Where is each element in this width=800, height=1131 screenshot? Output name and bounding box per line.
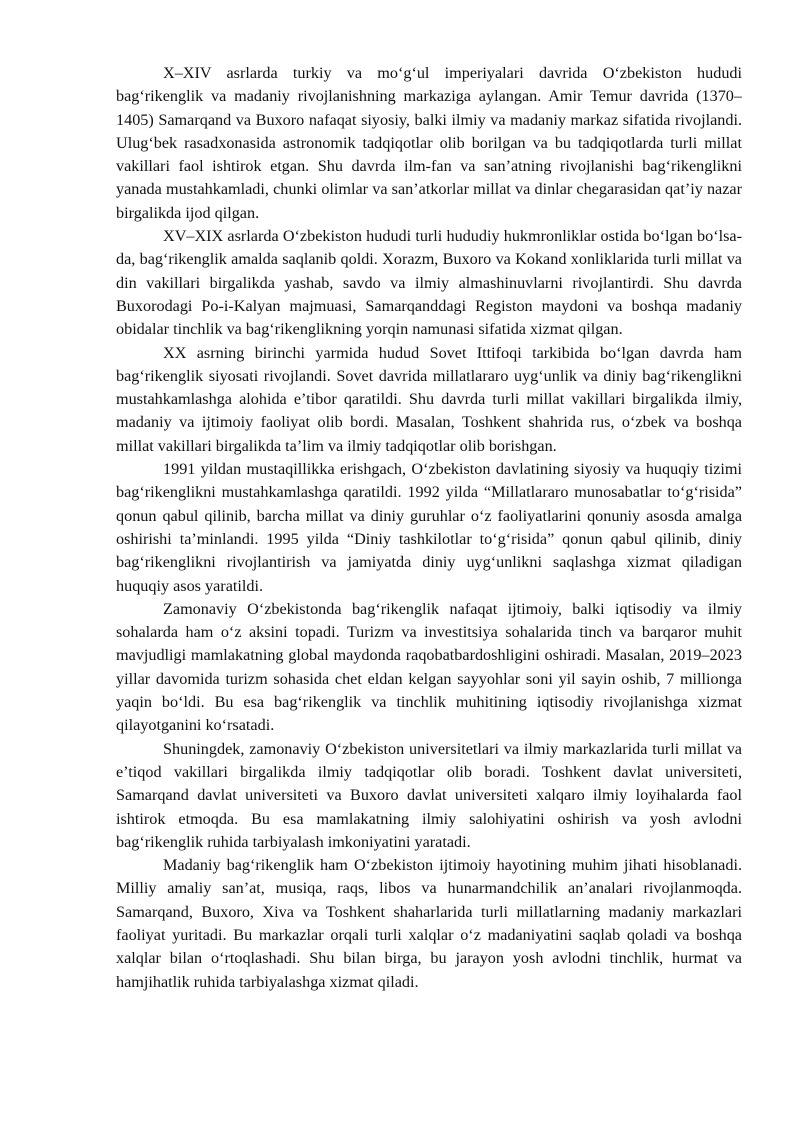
paragraph-2: XV–XIX asrlarda O‘zbekiston hududi turli hududiy hukmronliklar ostida bo‘lgan bo‘lsa-da, bag‘rikenglik amalda saqlanib qoldi. Xorazm, Buxoro va Kokand xonliklarida turli millat va din vakillari birgalikda yashab, savdo va ilmiy almashinuvlarni rivojlantirdi. Shu davrda Buxorodagi Po-i-Kalyan majmuasi, Samarqanddagi Registon maydoni va boshqa madaniy obidalar tinchlik va bag‘rikenglikning yorqin namunasi sifatida xizmat qilgan.: [116, 227, 742, 339]
paragraph-7: Madaniy bag‘rikenglik ham O‘zbekiston ijtimoiy hayotining muhim jihati hisoblanadi. Milliy amaliy san’at, musiqa, raqs, libos va hunarmandchilik an’analari rivojlanmoqda. Samarqand, Buxoro, Xiva va Toshkent shaharlarida turli millatlarning madaniy markazlari faoliyat yuritadi. Bu markazlar orqali turli xalqlar o‘z madaniyatini saqlab qoladi va boshqa xalqlar bilan o‘rtoqlashadi. Shu bilan birga, bu jarayon yosh avlodni tinchlik, hurmat va hamjihatlik ruhida tarbiyalashga xizmat qiladi.: [116, 856, 742, 991]
paragraph-6: Shuningdek, zamonaviy O‘zbekiston universitetlari va ilmiy markazlarida turli millat va e’tiqod vakillari birgalikda ilmiy tadqiqotlar olib boradi. Toshkent davlat universiteti, Samarqand davlat universiteti va Buxoro davlat universiteti xalqaro ilmiy loyihalarda faol ishtirok etmoqda. Bu esa mamlakatning ilmiy salohiyatini oshirish va yosh avlodni bag‘rikenglik ruhida tarbiyalash imkoniyatini yaratadi.: [116, 739, 742, 851]
paragraph-4: 1991 yildan mustaqillikka erishgach, O‘zbekiston davlatining siyosiy va huquqiy tizimi bag‘rikenglikni mustahkamlashga qaratildi. 1992 yilda “Millatlararo munosabatlar to‘g‘risida” qonun qabul qilinib, barcha millat va diniy guruhlar o‘z faoliyatlarini qonuniy asosda amalga oshirishi ta’minlandi. 1995 yilda “Diniy tashkilotlar to‘g‘risida” qonun qabul qilinib, diniy bag‘rikenglikni rivojlantirish va jamiyatda diniy uyg‘unlikni saqlashga xizmat qiladigan huquqiy asos yaratildi.: [116, 460, 742, 595]
paragraph-1: X–XIV asrlarda turkiy va mo‘g‘ul imperiyalari davrida O‘zbekiston hududi bag‘rikenglik va madaniy rivojlanishning markaziga aylangan. Amir Temur davrida (1370–1405) Samarqand va Buxoro nafaqat siyosiy, balki ilmiy va madaniy markaz sifatida rivojlandi. Ulug‘bek rasadxonasida astronomik tadqiqotlar olib borilgan va bu tadqiqotlarda turli millat vakillari faol ishtirok etgan. Shu davrda ilm-fan va san’atning rivojlanishi bag‘rikenglikni yanada mustahkamladi, chunki olimlar va san’atkorlar millat va dinlar chegarasidan qat’iy nazar birgalikda ijod qilgan.: [116, 64, 742, 222]
paragraph-5: Zamonaviy O‘zbekistonda bag‘rikenglik nafaqat ijtimoiy, balki iqtisodiy va ilmiy sohalarda ham o‘z aksini topadi. Turizm va investitsiya sohalarida tinch va barqaror muhit mavjudligi mamlakatning global maydonda raqobatbardoshligini oshiradi. Masalan, 2019–2023 yillar davomida turizm sohasida chet eldan kelgan sayyohlar soni yil sayin oshib, 7 millionga yaqin bo‘ldi. Bu esa bag‘rikenglik va tinchlik muhitining iqtisodiy rivojlanishga xizmat qilayotganini ko‘rsatadi.: [116, 599, 742, 735]
document-page: [116, 62, 742, 994]
paragraph-3: XX asrning birinchi yarmida hudud Sovet Ittifoqi tarkibida bo‘lgan davrda ham bag‘rikenglik siyosati rivojlandi. Sovet davrida millatlararo uyg‘unlik va diniy bag‘rikenglikni mustahkamlashga alohida e’tibor qaratildi. Shu davrda turli millat vakillari birgalikda ilmiy, madaniy va ijtimoiy faoliyat olib bordi. Masalan, Toshkent shahrida rus, o‘zbek va boshqa millat vakillari birgalikda ta’lim va ilmiy tadqiqotlar olib borishgan.: [116, 343, 742, 455]
